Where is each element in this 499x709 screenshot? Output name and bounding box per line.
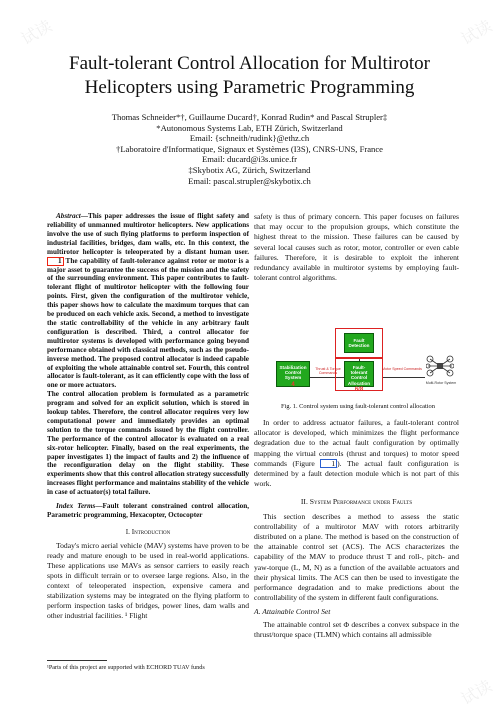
affiliation-2: †Laboratoire d'Informatique, Signaux et Systèmes (I3S), CNRS-UNS, France (116, 143, 383, 154)
section-2-text: This section describes a method to assess the static controllability of a multirotor MAV with rotors arbitrarily distributed on a plane. The method is based on the construction of the attainable control set (ACS). The ACS characterizes the capability of the MAV to produce thrust T and roll-, pitch- and yaw-torque (L, M, N) as a function of the available actuators and their physical limits. The ACS can then be used to investigate the performance degradation and to make predictions about the controllability of the system in different fault configurations. (254, 511, 459, 603)
subsection-a-text: The attainable control set Φ describes a convex subspace in the thrust/torque space (TLMN) which contains all admissible (254, 619, 459, 639)
footnote-rule (47, 660, 107, 661)
right-column-top (254, 212, 459, 283)
allocation-highlight (335, 358, 383, 391)
left-column (47, 212, 249, 621)
index-terms: Index Terms—Fault tolerant constrained control allocation, Parametric programming, Hexacopter, Octocopter (47, 502, 249, 519)
abstract-heading: Abstract (56, 212, 81, 220)
email-1: Email: {schneith/rudink}@ethz.ch (189, 133, 310, 144)
motor-speed-label: Motor Speed Commands (382, 367, 422, 371)
right-paragraph-2: In order to address actuator failures, a fault-tolerant control allocator is developed, which minimizes the flight performance degradation due to the actual fault configuration by optimally mapping the virtual controls (thrust and torques) to motor speed commands (Figure 1 ). The actual fault configuration is determined by a fault detection module which is not part of this work. (254, 418, 459, 489)
fault-tolerance-highlight (335, 328, 383, 358)
stabilization-number: 4 (291, 381, 295, 388)
watermark: 试读 (457, 16, 496, 49)
abstract-paragraph-2: The control allocation problem is formulated as a parametric program and solved for an explicit solution, which is stored in lookup tables. Therefore, the control allocator requires very low computational power and immediately provides an optimal solution to the torque commands issued by the flight controller. The performance of the control allocator is evaluated on a real six-rotor helicopter. Finally, based on the real experiments, the paper investigates 1) the impact of faults and 2) the influence of the reconfiguration delay on the flight stability. These experiments show that this control allocation strategy successfully increases flight performance and maintains stability of the vehicle in case of actuator(s) total failure. (47, 390, 249, 497)
multirotor-drone-icon (426, 355, 454, 377)
fault-detection-box: Fault Detection (344, 333, 374, 353)
right-column-bottom (254, 418, 459, 640)
email-2: Email: ducard@i3s.unice.fr (201, 154, 297, 165)
paper-title: Fault-tolerant Control Allocation for Multirotor Helicopters using Parametric Programming (69, 53, 430, 98)
footnote: ¹Parts of this project are supported with ECHORD TUAV funds (47, 664, 205, 671)
right-paragraph-1: safety is thus of primary concern. This paper focuses on failures that may occur to the propulsion groups, which constitute the highest threat to the mission. These failures can be caused by several local causes such as rotor, motor, controller or even cable failures. Therefore, it is desirable to exploit the inherent redundancy available in multirotor systems by employing fault-tolerant control algorithms. (254, 212, 459, 283)
arrow-alloc-to-rotor (383, 377, 425, 378)
stabilization-box: Stabilization Control System 4 (276, 361, 310, 387)
section-2-heading: II. System Performance under Faults (300, 497, 413, 507)
thrust-torque-label: Thrust & Torque Commands (315, 367, 341, 376)
footnote-ref-link[interactable]: 1 (47, 257, 64, 266)
watermark: 试读 (17, 16, 56, 49)
introduction-text: Today's micro aerial vehicle (MAV) systems have proven to be ready and mature enough to be used in real-world applications. These applications use MAVs as sensor carriers to easily reach spots in difficult terrain or to oversee large regions. Also, in the context of teleoperated inspection, expensive camera and stabilization systems may be integrated on the flying platform to perform inspection tasks of bridges, power lines, dam walls and other industrial facilities. ¹ Flight (47, 540, 249, 620)
affiliation-1: *Autonomous Systems Lab, ETH Zürich, Switzerland (156, 122, 343, 133)
affiliation-3: ‡Skybotix AG, Zürich, Switzerland (188, 164, 311, 175)
figure-1-diagram (258, 333, 458, 395)
subsection-a-heading: A. Attainable Control Set (254, 607, 331, 617)
multirotor-label: Multi-Rotor System (425, 381, 457, 385)
abstract-paragraph-1: Abstract—This paper addresses the issue of flight safety and reliability of unmanned multirotor helicopters. New applications involve the use of such flying platforms to perform inspection of industrial facilities, bridges, dam walls, etc. In this context, the multirotor helicopter is teleoperated by a distant human user. 1 The capability of fault-tolerance against rotor or motor is a major asset to guarantee the success of the mission and the safety of the surrounding environment. This paper contributes to fault-tolerant flight of multirotor helicopter with the following four points. First, given the configuration of the multirotor vehicle, this paper shows how to calculate the maximum torques that can be produced on each vehicle axis. Second, a method to investigate the static controllability of the vehicle in any arbitrary fault configuration is described. Third, a control allocator for multirotor systems is developed with performance going beyond performance obtained with classical methods, such as the pseudo-inverse method. The proposed control allocator is indeed capable of exploiting the whole attainable control set. Fourth, this control allocator is fault-tolerant, as it can efficiently cope with the loss of one or more actuators. (47, 212, 249, 390)
section-1-heading: I. Introduction (125, 527, 171, 536)
allocation-number: 6/8 (354, 386, 364, 393)
watermark: 试读 (457, 676, 496, 709)
allocation-box: Fault-tolerant Control Allocation 6/8 (344, 361, 374, 387)
email-3: Email: pascal.strupler@skybotix.ch (188, 175, 311, 186)
figure-ref-link[interactable]: 1 (320, 459, 337, 468)
author-block (20, 112, 479, 186)
figure-1-caption: Fig. 1. Control system using fault-tolerant control allocation (281, 403, 435, 410)
author-names: Thomas Schneider*†, Guillaume Ducard†, Konrad Rudin* and Pascal Strupler‡ (111, 112, 388, 122)
